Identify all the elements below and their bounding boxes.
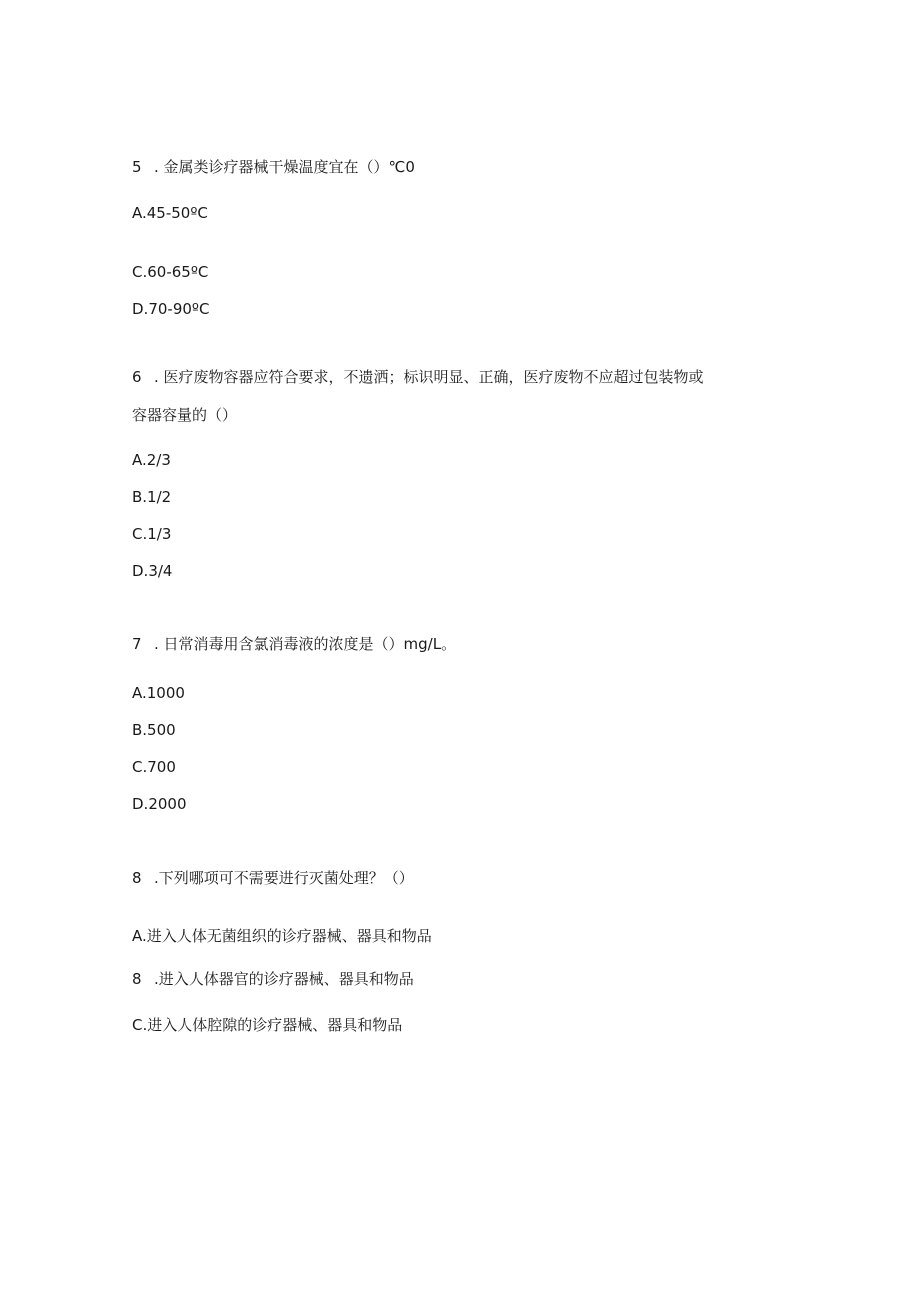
option-text: .进入人体器官的诊疗器械、器具和物品 [154,970,414,988]
question-6-option-a: A.2/3 [132,451,171,469]
question-text: .下列哪项可不需要进行灭菌处理？（） [154,869,414,887]
question-6-option-c: C.1/3 [132,525,172,543]
question-6-option-b: B.1/2 [132,488,172,506]
question-5-option-a: A.45-50ºC [132,204,208,222]
question-5-stem [132,157,415,177]
question-6-stem-continued: 容器容量的（） [132,406,238,424]
question-text: . 金属类诊疗器械干燥温度宜在（）℃0 [154,158,415,176]
option-number: 8 [132,970,142,988]
question-7-option-b: B.500 [132,721,176,739]
question-text: . 医疗废物容器应符合要求，不遗洒；标识明显、正确，医疗废物不应超过包装物或 [154,368,704,386]
question-6-stem [132,367,704,387]
question-7-option-c: C.700 [132,758,176,776]
question-8-option-c: C.进入人体腔隙的诊疗器械、器具和物品 [132,1016,403,1034]
question-8-stem [132,868,414,888]
question-number: 5 [132,158,142,176]
question-5-option-c: C.60-65ºC [132,263,209,281]
question-7-option-d: D.2000 [132,795,187,813]
question-8-option-a: A.进入人体无菌组织的诊疗器械、器具和物品 [132,927,432,945]
question-number: 7 [132,635,142,653]
question-7-stem [132,634,456,654]
question-text: . 日常消毒用含氯消毒液的浓度是（）mg/L。 [154,635,457,653]
question-number: 6 [132,368,142,386]
question-number: 8 [132,869,142,887]
question-6-option-d: D.3/4 [132,562,173,580]
question-5-option-d: D.70-90ºC [132,300,210,318]
question-8-option-b [132,969,414,989]
question-7-option-a: A.1000 [132,684,185,702]
